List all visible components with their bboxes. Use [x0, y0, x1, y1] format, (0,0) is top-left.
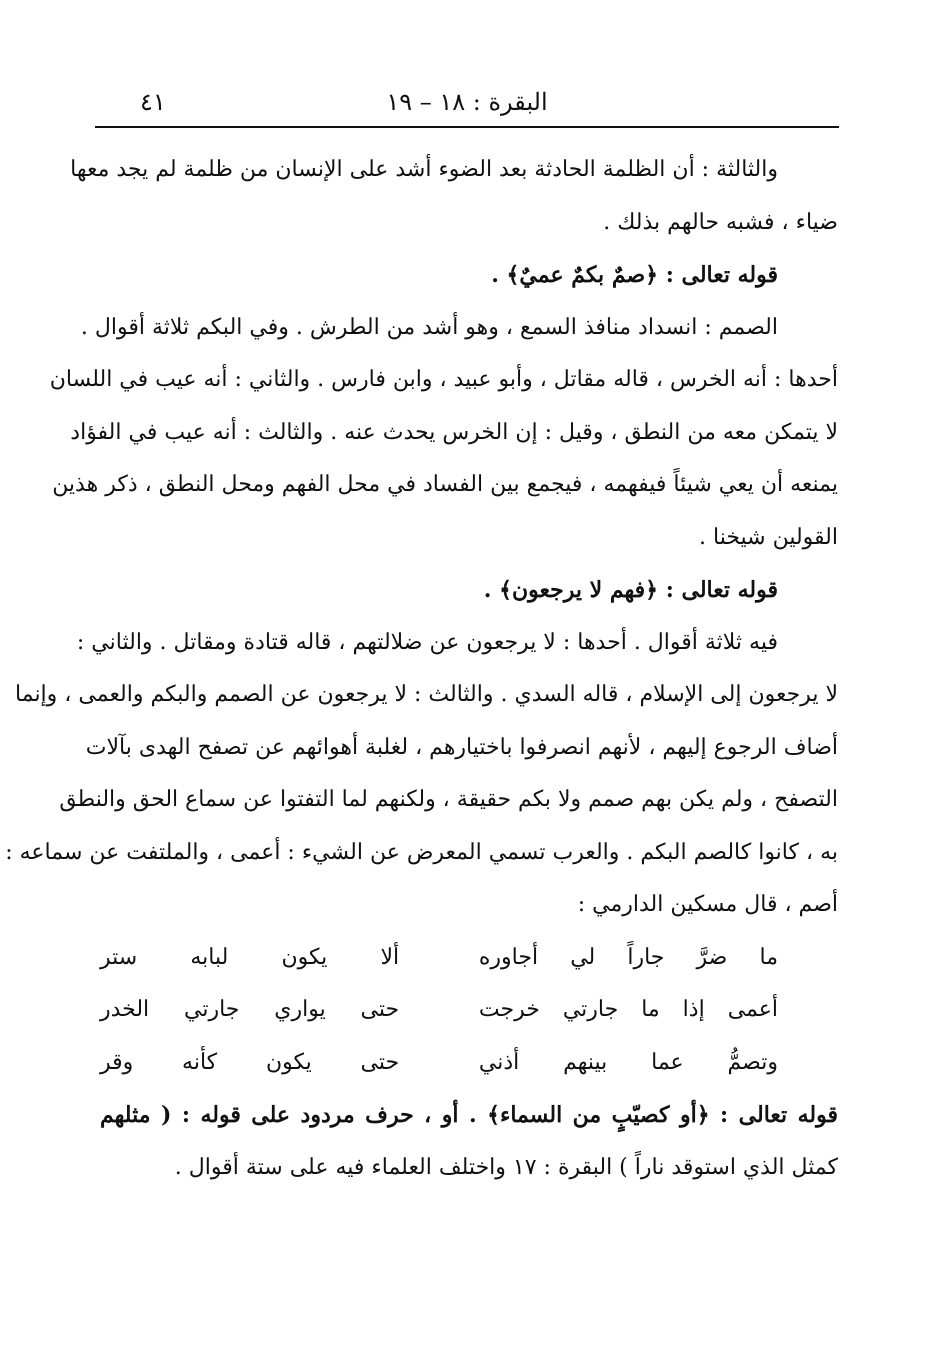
poem-verse	[100, 984, 838, 1037]
text-line: التصفح ، ولم يكن بهم صمم ولا بكم حقيقة ، ولكنهم لما التفتوا عن سماع الحق والنطق	[59, 787, 838, 813]
verse-first-hemistich: أعمى إذا ما جارتي خرجت	[478, 997, 778, 1023]
text-line: لا يتمكن معه من النطق ، وقيل : إن الخرس يحدث عنه . والثالث : أنه عيب في الفؤاد	[70, 419, 838, 445]
verse-second-hemistich: حتى يكون كأنه وقر	[99, 1049, 400, 1075]
text-line: فيه ثلاثة أقوال . أحدها : لا يرجعون عن ضلالتهم ، قاله قتادة ومقاتل . والثاني :	[76, 629, 778, 655]
text-line: الصمم : انسداد منافذ السمع ، وهو أشد من الطرش . وفي البكم ثلاثة أقوال .	[80, 314, 778, 340]
text-line: أحدها : أنه الخرس ، قاله مقاتل ، وأبو عبيد ، وابن فارس . والثاني : أنه عيب في اللسان	[49, 367, 838, 393]
text-line: يمنعه أن يعي شيئاً فيفهمه ، فيجمع بين الفساد في محل الفهم ومحل النطق ، ذكر هذين	[52, 472, 838, 498]
page-header	[95, 82, 839, 122]
verse-second-hemistich: ألا يكون لبابه ستر	[99, 944, 400, 970]
poem-verse	[100, 1037, 838, 1090]
poem-verse	[100, 932, 838, 985]
text-line: لا يرجعون إلى الإسلام ، قاله السدي . والثالث : لا يرجعون عن الصمم والبكم والعمى ، وإنما	[15, 682, 838, 708]
text-line: كمثل الذي استوقد ناراً ) البقرة : ١٧ واختلف العلماء فيه على ستة أقوال .	[174, 1154, 838, 1180]
verse-heading: قوله تعالى : ﴿فهم لا يرجعون﴾ .	[483, 577, 778, 604]
verse-first-hemistich: ما ضرَّ جاراً لي أجاوره	[478, 944, 778, 970]
text-line: به ، كانوا كالصم البكم . والعرب تسمي المعرض عن الشيء : أعمى ، والملتفت عن سماعه :	[5, 839, 838, 865]
verse-heading: قوله تعالى : ﴿أو كصيّبٍ من السماء﴾ . أو ، حرف مردود على قوله : ( مثلهم	[100, 1102, 838, 1129]
header-rule	[95, 126, 839, 128]
text-line: القولين شيخنا .	[699, 524, 838, 550]
text-line: ضياء ، فشبه حالهم بذلك .	[603, 209, 838, 235]
text-line: أضاف الرجوع إليهم ، لأنهم انصرفوا باختيارهم ، لغلبة أهوائهم عن تصفح الهدى بآلات	[85, 734, 838, 760]
text-line: أصم ، قال مسكين الدارمي :	[577, 892, 838, 918]
verse-first-hemistich: وتصمُّ عما بينهم أذني	[478, 1049, 778, 1075]
running-title: البقرة : ١٨ – ١٩	[386, 88, 548, 116]
text-line: والثالثة : أن الظلمة الحادثة بعد الضوء أشد على الإنسان من ظلمة لم يجد معها	[70, 157, 778, 183]
page-number: ٤١	[140, 88, 166, 116]
page-body	[5, 144, 838, 1194]
verse-heading: قوله تعالى : ﴿صمٌ بكمٌ عميٌ﴾ .	[491, 262, 778, 289]
verse-second-hemistich: حتى يواري جارتي الخدر	[99, 997, 400, 1023]
